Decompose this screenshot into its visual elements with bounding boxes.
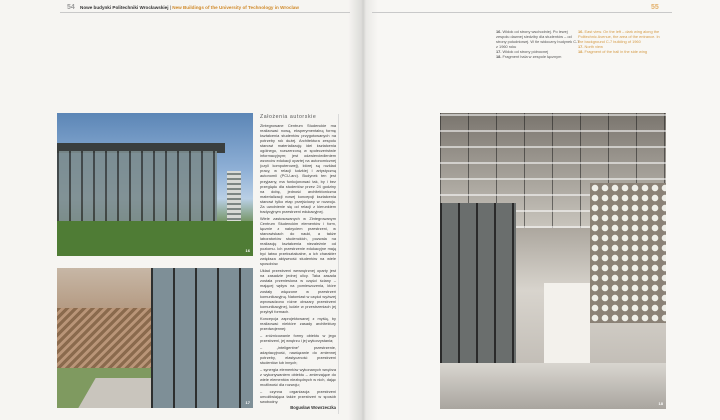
running-head	[80, 5, 299, 10]
photo-perforated-wall	[590, 183, 666, 323]
caption-number: 18.	[578, 48, 584, 54]
captions-english	[578, 30, 662, 55]
article-paragraph: – zróżnicowanie formy obiektu w jego przestrzeni, jej wnętrzu i jej wykorzystania;	[260, 332, 336, 343]
caption-number: 17.	[578, 43, 584, 49]
caption-text: Widok od strony północnej	[502, 48, 549, 54]
header-rule-left	[60, 12, 350, 13]
article-body	[260, 123, 336, 404]
article-paragraph: – synergia elementów wykonanych wnętrza z wykonywaniem obiektu – zmierzające do wiele elementów niezbędnych w nich, dając możliwość dla rozwoju;	[260, 367, 336, 388]
captions-polish	[496, 30, 580, 59]
caption-text: Widok od strony wschodniej. Po lewej zespołu dawnej siedziby dla studentów – od strony południowej. W tle widoczny budynek C-7 z 1960 roku	[496, 29, 580, 49]
caption-text: North view	[584, 43, 603, 49]
photo-lawn	[57, 221, 253, 256]
page-number-right: 55	[651, 4, 659, 11]
article-column	[260, 114, 336, 406]
photo-background-tower	[227, 171, 241, 223]
photo-east-view	[57, 113, 253, 256]
photo-north-view	[57, 268, 253, 408]
caption-text: Fragment of the hall in the side wing	[584, 48, 648, 54]
photo-glass-wall	[151, 268, 253, 408]
article-paragraph: – czynna organizacja przestrzeni umożliwiająca także przestrzeń w sposób swobodny.	[260, 389, 336, 405]
header-rule-right	[372, 12, 672, 13]
caption-item	[496, 30, 580, 50]
photo-floor	[440, 363, 666, 409]
photo-number-18: 18	[658, 401, 663, 406]
page-number-left: 54	[67, 4, 75, 11]
article-paragraph: Układ przestrzeni wewnętrznej oparty jest na zasadzie jednej ulicy. Taka zasada została przeniesiona w części ściany – mającej wpływ na pomieszczenia, które zostały włączone w przestrzeń komunikacyjną. Natomiast w części wyższej wprowadzono różne obszary przestrzeni komunikacyjnej, ludzie w przestrzeniach jej przybyli formach.	[260, 268, 336, 314]
article-paragraph: – „inteligentne” przestrzenie, adaptacyjność, nawiązanie do zmiennej potrzeby, elastyczność przestrzeni studentów lub innych;	[260, 344, 336, 366]
caption-number: 16.	[578, 29, 584, 34]
photo-brick-wall	[57, 308, 157, 368]
caption-item	[496, 55, 580, 60]
photo-doorway	[544, 283, 590, 365]
article-paragraph: Wiele zastosowanych w Zintegrowanym Centrum Studenckim elementów i form, łącznie z nakryciem przestrzeni, w stanowiskach do nauki, a także laboratoriów studenckich, pozwala na realizację kształcenia niezależnie od poziomu. Ich przestrzenie edukacyjne mają być łatwo przekształcalne, a ich charakter zwiększa aktywność studentów na wiele sposobów.	[260, 215, 336, 267]
caption-text: East view. On the left – dark wing along the Politechnic Avenue, the area of the entrance. In the background C-7 building of 1960	[578, 29, 660, 44]
running-head-separator: |	[168, 5, 173, 10]
caption-number: 18.	[496, 53, 502, 59]
caption-item	[578, 50, 662, 55]
photo-glass-facade	[57, 151, 217, 223]
article-paragraph: Zintegrowane Centrum Studenckie ma realizować nową, eksperymentalną formę kształcenia studentów przygotowanych na potrzeby rok dużej. Architektura zespołu stanowi materializację idei kształcenia ogólnego, rozszerzoną w społeczeństwie informacyjnym; jest odzwierciedleniem wzorców edukacji opartej na autonomicznej (czyli komputerowej), której są rozkład pracy, w relacji ludzkiej i artystyczną autonomii (PCU-arc). Budynek ten jest przyjazny, ma funkcjonować tak, by i bez przeglądu dla studentów przez 24 godziny na dobę, jedność architektoniczna materializacji nowej koncepcji kształcenia stanowi tylko etap przejściowy w rozwoju. Za uwolnienie się od relacji z kierunkiem tradycyjnym przestrzeni edukacyjnej.	[260, 123, 336, 214]
photo-number-16: 16	[245, 248, 250, 253]
article-heading: Założenia autorskie	[260, 114, 317, 120]
running-head-polish: Nowe budynki Politechniki Wrocławskiej	[80, 5, 169, 10]
photo-interior-hall	[440, 113, 666, 409]
caption-text: Fragment hala w zespole łącznym	[502, 53, 562, 59]
caption-number: 16.	[496, 29, 502, 34]
running-head-english: New Buildings of the University of Technology in Wroclaw	[172, 5, 299, 10]
caption-item	[578, 30, 662, 45]
caption-number: 17.	[496, 48, 502, 54]
photo-curtain-wall	[440, 203, 516, 373]
book-gutter	[348, 0, 378, 420]
article-author: Bogusław Wowrzeczka	[290, 405, 336, 410]
article-paragraph: Koncepcja zaprojektowanej z myślą, by realizować niektóre zasady architektury przedwojennej:	[260, 315, 336, 331]
photo-number-17: 17	[245, 400, 250, 405]
column-rule	[338, 114, 339, 414]
